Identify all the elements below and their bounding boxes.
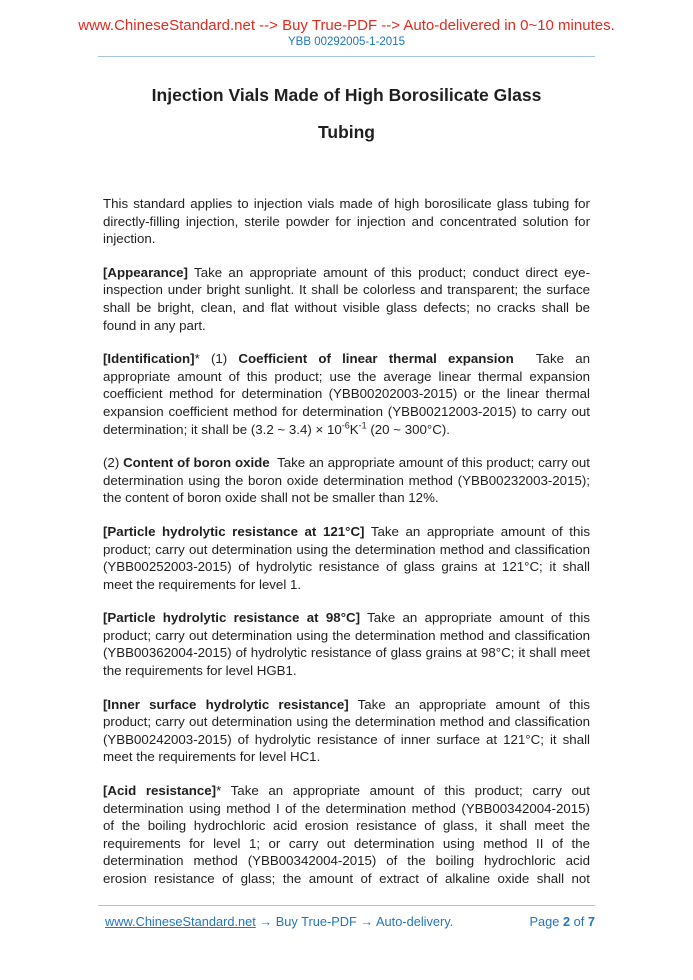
page-title-line-2: Tubing [317, 122, 375, 142]
page-footer [98, 905, 595, 929]
header-promo: www.ChineseStandard.net --> Buy True-PDF --> Auto-delivered in 0~10 minutes. [78, 17, 615, 34]
text-run: Take an appropriate amount of this product; carry out determination using the boron oxide determination method (YBB00232003-2015); the content of boron oxide shall not be smaller than 12%. [103, 455, 591, 506]
paragraph [103, 195, 590, 248]
bold-run: [Inner surface hydrolytic resistance] [103, 696, 349, 712]
page-title-line-1: Injection Vials Made of High Borosilicate Glass [151, 85, 542, 105]
text-run: Take an appropriate amount of this product; carry out determination using the determination method and classification (YBB00242003-2015) of hydrolytic resistance of inner surface at 121°C; it shall meet the requirements for level HC1. [103, 696, 590, 765]
header-divider [98, 56, 595, 57]
text-run: Take an appropriate amount of this product; use the average linear thermal expansion coefficient method for determination (YBB00202003-2015) or the linear thermal expansion coefficient method for determination (YBB00212003-2015) to carry out determination; it shall be (3.2 ~ 3.4) × 10 [103, 351, 590, 437]
bold-run: [Identification] [103, 351, 195, 367]
paragraph [103, 454, 590, 507]
footer-row [98, 914, 595, 929]
footer-promo [105, 914, 453, 929]
bold-run: [Particle hydrolytic resistance at 98°C] [103, 610, 361, 626]
bold-run: [Particle hydrolytic resistance at 121°C] [103, 523, 365, 539]
paragraph [103, 782, 590, 888]
bold-run: Content of boron oxide [123, 455, 270, 471]
paragraph [103, 609, 590, 679]
superscript-run: -1 [358, 420, 367, 431]
page-label: Page [529, 914, 560, 929]
document-number: YBB 00292005-1-2015 [287, 36, 405, 48]
paragraph [103, 264, 590, 334]
footer-divider [98, 905, 595, 906]
paragraph [103, 523, 590, 593]
footer-delivery-text: → Buy True-PDF → Auto-delivery. [259, 914, 454, 929]
bold-run: Coefficient of linear thermal expansion [238, 351, 514, 367]
superscript-run: -6 [341, 420, 350, 431]
paragraph [103, 696, 590, 766]
bold-run: [Acid resistance] [103, 783, 217, 799]
footer-site-link[interactable]: www.ChineseStandard.net [105, 914, 256, 929]
text-run: (20 ~ 300°C). [366, 421, 450, 437]
text-run: * Take an appropriate amount of this product; carry out determination using method I of the determination method (YBB00342004-2015) of the boiling hydrochloric acid erosion resistance of glass, it shall meet the requirements for level 1; or carry out determination using method II of the determination method (YBB00342004-2015) of the boiling hydrochloric acid erosion resistance of glass; the amount of extract of alkaline oxide shall not [103, 783, 591, 886]
of-label: of [573, 914, 585, 929]
paragraph [103, 350, 590, 438]
text-run: Take an appropriate amount of this product; carry out determination using the determination method and classification (YBB00362004-2015) of hydrolytic resistance of glass grains at 98°C; it shall meet the requirements for level HGB1. [103, 610, 590, 679]
page-current: 2 [562, 914, 571, 929]
page-total: 7 [587, 914, 595, 929]
text-run: Take an appropriate amount of this product; carry out determination using the determination method and classification (YBB00252003-2015) of hydrolytic resistance of glass grains at 121°C; it shall meet the requirements for level 1. [103, 523, 590, 592]
document-body [103, 195, 590, 888]
text-run: K [349, 421, 359, 437]
bold-run: [Appearance] [103, 264, 188, 280]
page-indicator [529, 914, 595, 929]
text-run: This standard applies to injection vials made of high borosilicate glass tubing for directly-filling injection, sterile powder for injection and concentrated solution for injection. [103, 196, 590, 247]
text-run: Take an appropriate amount of this product; conduct direct eye-inspection under bright sunlight. It shall be colorless and transparent; the surface shall be bright, clean, and flat without visible glass defects; no cracks shall be found in any part. [103, 264, 590, 333]
text-run: * (1) [194, 351, 239, 367]
text-run: (2) [103, 455, 124, 471]
